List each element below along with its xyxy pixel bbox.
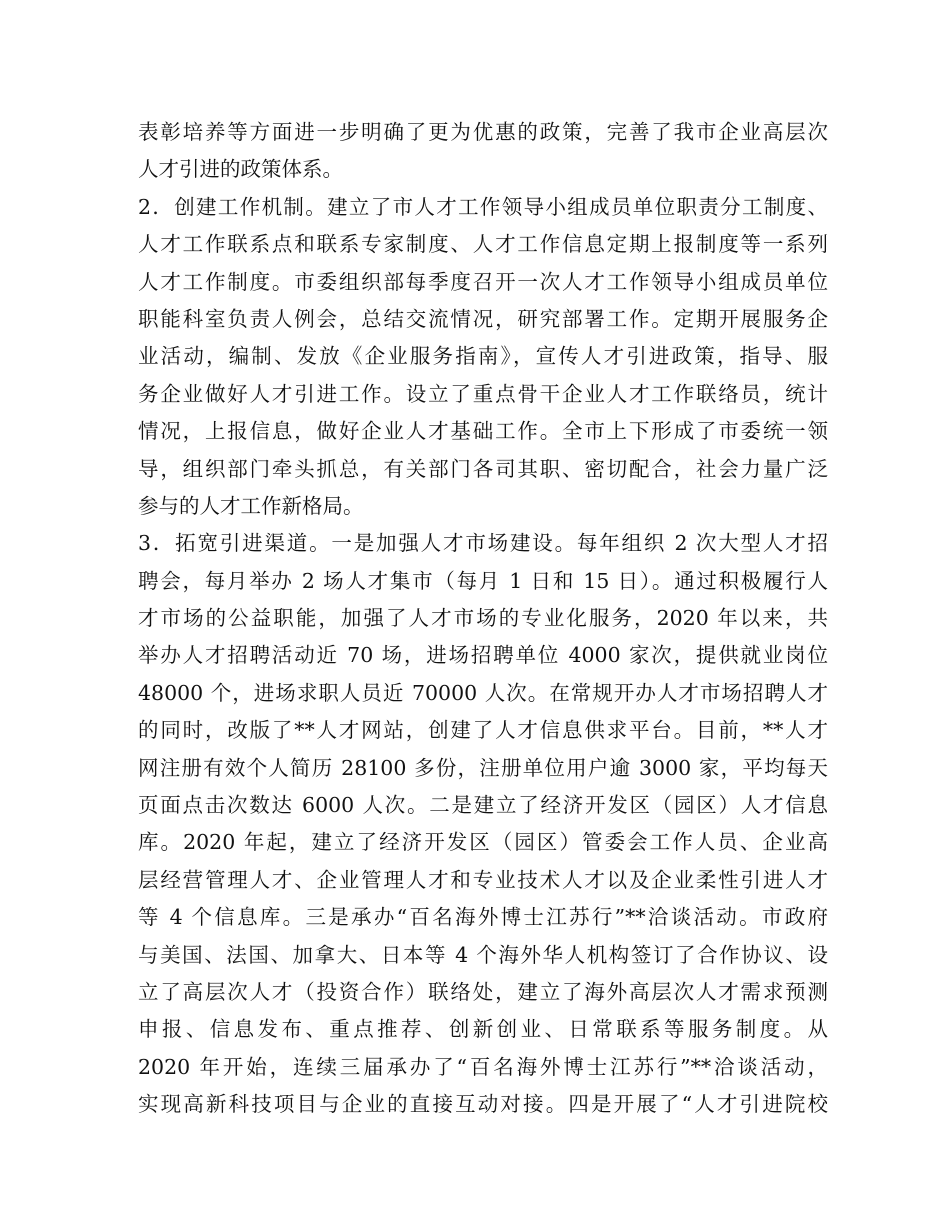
text-line: 务企业做好人才引进工作。设立了重点骨干企业人才工作联络员，统计 xyxy=(138,381,828,406)
text-line: 聘会，每月举办 2 场人才集市（每月 1 日和 15 日）。通过积极履行人 xyxy=(138,568,828,593)
text-line: 人才工作制度。市委组织部每季度召开一次人才工作领导小组成员单位 xyxy=(138,269,828,294)
text-line: 人才引进的政策体系。 xyxy=(138,157,343,182)
text-line: 导，组织部门牵头抓总，有关部门各司其职、密切配合，社会力量广泛 xyxy=(138,456,828,481)
text-line: 48000 个，进场求职人员近 70000 人次。在常规开办人才市场招聘人才 xyxy=(138,680,828,705)
body-text xyxy=(138,114,828,1124)
text-line: 与美国、法国、加拿大、日本等 4 个海外华人机构签订了合作协议、设 xyxy=(138,942,828,967)
text-line: 3．拓宽引进渠道。一是加强人才市场建设。每年组织 2 次大型人才招 xyxy=(138,531,828,556)
text-line: 业活动，编制、发放《企业服务指南》，宣传人才引进政策，指导、服 xyxy=(138,344,828,369)
text-line: 2020 年开始，连续三届承办了“百名海外博士江苏行”**洽谈活动， xyxy=(138,1054,828,1079)
text-line: 层经营管理人才、企业管理人才和专业技术人才以及企业柔性引进人才 xyxy=(138,867,828,892)
text-line: 2．创建工作机制。建立了市人才工作领导小组成员单位职责分工制度、 xyxy=(138,194,828,219)
text-line: 立了高层次人才（投资合作）联络处，建立了海外高层次人才需求预测 xyxy=(138,979,828,1004)
text-line: 举办人才招聘活动近 70 场，进场招聘单位 4000 家次，提供就业岗位 xyxy=(138,643,828,668)
text-line: 页面点击次数达 6000 人次。二是建立了经济开发区（园区）人才信息 xyxy=(138,793,828,818)
text-line: 实现高新科技项目与企业的直接互动对接。四是开展了“人才引进院校 xyxy=(138,1092,828,1117)
text-line: 才市场的公益职能，加强了人才市场的专业化服务，2020 年以来，共 xyxy=(138,606,828,631)
text-line: 等 4 个信息库。三是承办“百名海外博士江苏行”**洽谈活动。市政府 xyxy=(138,905,828,930)
text-line: 情况，上报信息，做好企业人才基础工作。全市上下形成了市委统一领 xyxy=(138,419,828,444)
text-line: 的同时，改版了**人才网站，创建了人才信息供求平台。目前，**人才 xyxy=(138,718,828,743)
text-line: 申报、信息发布、重点推荐、创新创业、日常联系等服务制度。从 xyxy=(138,1017,828,1042)
text-line: 库。2020 年起，建立了经济开发区（园区）管委会工作人员、企业高 xyxy=(138,830,828,855)
text-line: 表彰培养等方面进一步明确了更为优惠的政策，完善了我市企业高层次 xyxy=(138,120,828,144)
text-line: 网注册有效个人简历 28100 多份，注册单位用户逾 3000 家，平均每天 xyxy=(138,755,828,780)
text-line: 参与的人才工作新格局。 xyxy=(138,493,364,518)
text-line: 职能科室负责人例会，总结交流情况，研究部署工作。定期开展服务企 xyxy=(138,306,828,331)
text-line: 人才工作联系点和联系专家制度、人才工作信息定期上报制度等一系列 xyxy=(138,232,828,257)
